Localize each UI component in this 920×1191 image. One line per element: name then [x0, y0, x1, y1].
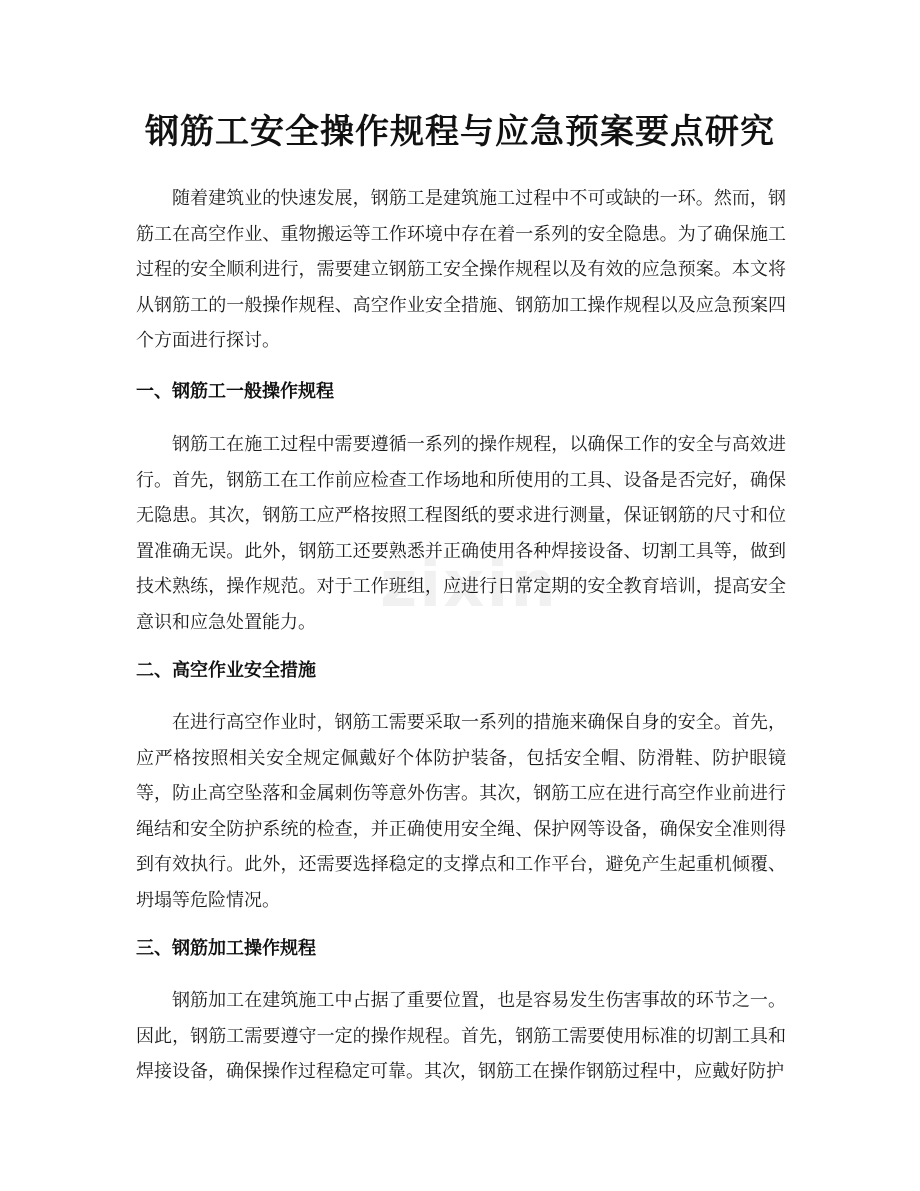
section-1-paragraph: 钢筋工在施工过程中需要遵循一系列的操作规程，以确保工作的安全与高效进行。首先，钢筋工在工作前应检查工作场地和所使用的工具、设备是否完好，确保无隐患。其次，钢筋工应严格按照工程图纸的要求进行测量，保证钢筋的尺寸和位置准确无误。此外，钢筋工还要熟悉并正确使用各种焊接设备、切割工具等，做到技术熟练，操作规范。对于工作班组，应进行日常定期的安全教育培训，提高安全意识和应急处置能力。: [136, 434, 786, 633]
section-3-paragraph: 钢筋加工在建筑施工中占据了重要位置，也是容易发生伤害事故的环节之一。因此，钢筋工需要遵守一定的操作规程。首先，钢筋工需要使用标准的切割工具和焊接设备，确保操作过程稳定可靠。其次，钢筋工在操作钢筋过程中，应戴好防护: [136, 990, 786, 1082]
intro-paragraph: 随着建筑业的快速发展，钢筋工是建筑施工过程中不可或缺的一环。然而，钢筋工在高空作业、重物搬运等工作环境中存在着一系列的安全隐患。为了确保施工过程的安全顺利进行，需要建立钢筋工安全操作规程以及有效的应急预案。本文将从钢筋工的一般操作规程、高空作业安全措施、钢筋加工操作规程以及应急预案四个方面进行探讨。: [136, 188, 786, 351]
section-2-heading: 二、高空作业安全措施: [136, 660, 316, 681]
document-title: 钢筋工安全操作规程与应急预案要点研究: [145, 112, 775, 152]
watermark: zixin: [380, 548, 558, 622]
section-1-heading: 一、钢筋工一般操作规程: [136, 381, 334, 402]
section-3-heading: 三、钢筋加工操作规程: [136, 938, 316, 959]
section-2-paragraph: 在进行高空作业时，钢筋工需要采取一系列的措施来确保自身的安全。首先，应严格按照相关安全规定佩戴好个体防护装备，包括安全帽、防滑鞋、防护眼镜等，防止高空坠落和金属刺伤等意外伤害。其次，钢筋工应在进行高空作业前进行绳结和安全防护系统的检查，并正确使用安全绳、保护网等设备，确保安全准则得到有效执行。此外，还需要选择稳定的支撑点和工作平台，避免产生起重机倾覆、坍塌等危险情况。: [136, 712, 786, 911]
